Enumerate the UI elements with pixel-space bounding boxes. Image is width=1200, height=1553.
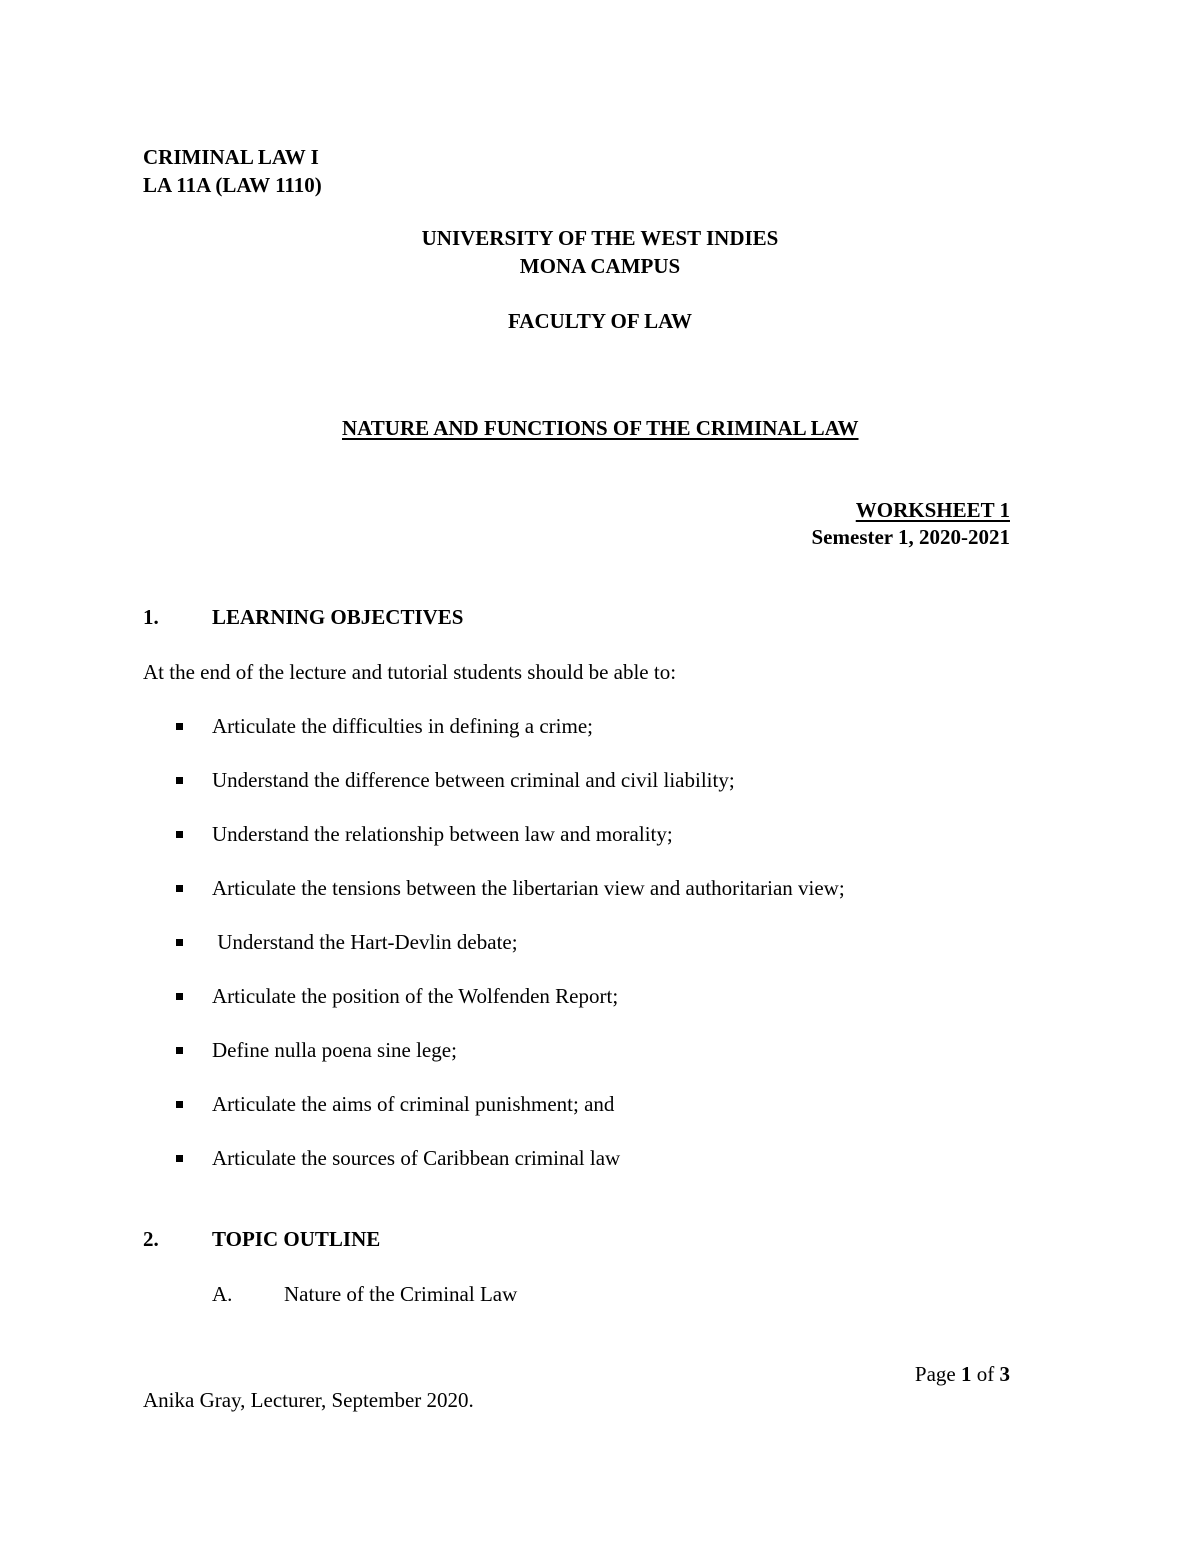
document-page: CRIMINAL LAW I LA 11A (LAW 1110) UNIVERSITY OF THE WEST INDIES MONA CAMPUS FACULTY OF LAW NATURE AND FUNCTIONS OF THE CRIMINAL LAW WORKSHEET 1 Semester 1, 2020-2021 1. LEARNING OBJECTIVES At the end of the lecture and tutorial students should be able to: Articulate the difficulties in defining a crime; Understand the difference between criminal and civil liability; Understand the relationship between law and morality; Articulate the tensions between the libertarian view and authoritarian view; Understand the Hart-Devlin debate; Articulate the position of the Wolfenden Report; Define nulla poena sine lege; Articulate the aims of criminal punishment; and Articulate the sources of Caribbean criminal law 2. TOPIC OUTLINE A. Nature of the Criminal Law Page 1 of 3 Anika Gray, Lecturer, September 2020. bbox=[0, 0, 1200, 1553]
square-bullet-icon bbox=[176, 831, 183, 838]
section-2-number: 2. bbox=[143, 1227, 159, 1251]
square-bullet-icon bbox=[176, 993, 183, 1000]
faculty-name: FACULTY OF LAW bbox=[508, 309, 692, 333]
worksheet-label: WORKSHEET 1 bbox=[855, 498, 1010, 522]
author-line: Anika Gray, Lecturer, September 2020. bbox=[143, 1388, 474, 1412]
section-1-title: LEARNING OBJECTIVES bbox=[212, 605, 464, 629]
semester-label: Semester 1, 2020-2021 bbox=[811, 525, 1010, 549]
topic-title: NATURE AND FUNCTIONS OF THE CRIMINAL LAW bbox=[342, 416, 859, 440]
square-bullet-icon bbox=[176, 1047, 183, 1054]
course-title: CRIMINAL LAW I bbox=[143, 145, 319, 169]
square-bullet-icon bbox=[176, 723, 183, 730]
square-bullet-icon bbox=[176, 777, 183, 784]
course-code: LA 11A (LAW 1110) bbox=[143, 173, 322, 197]
square-bullet-icon bbox=[176, 885, 183, 892]
section-1-number: 1. bbox=[143, 605, 159, 629]
square-bullet-icon bbox=[176, 939, 183, 946]
outline-item-text: Nature of the Criminal Law bbox=[284, 1282, 518, 1306]
square-bullet-icon bbox=[176, 1155, 183, 1162]
campus-name: MONA CAMPUS bbox=[519, 254, 681, 278]
page-number: Page 1 of 3 bbox=[914, 1362, 1010, 1386]
section-1-intro: At the end of the lecture and tutorial students should be able to: bbox=[143, 660, 677, 684]
university-name: UNIVERSITY OF THE WEST INDIES bbox=[421, 226, 779, 250]
square-bullet-icon bbox=[176, 1101, 183, 1108]
outline-item-letter: A. bbox=[212, 1282, 233, 1306]
section-2-title: TOPIC OUTLINE bbox=[212, 1227, 381, 1251]
